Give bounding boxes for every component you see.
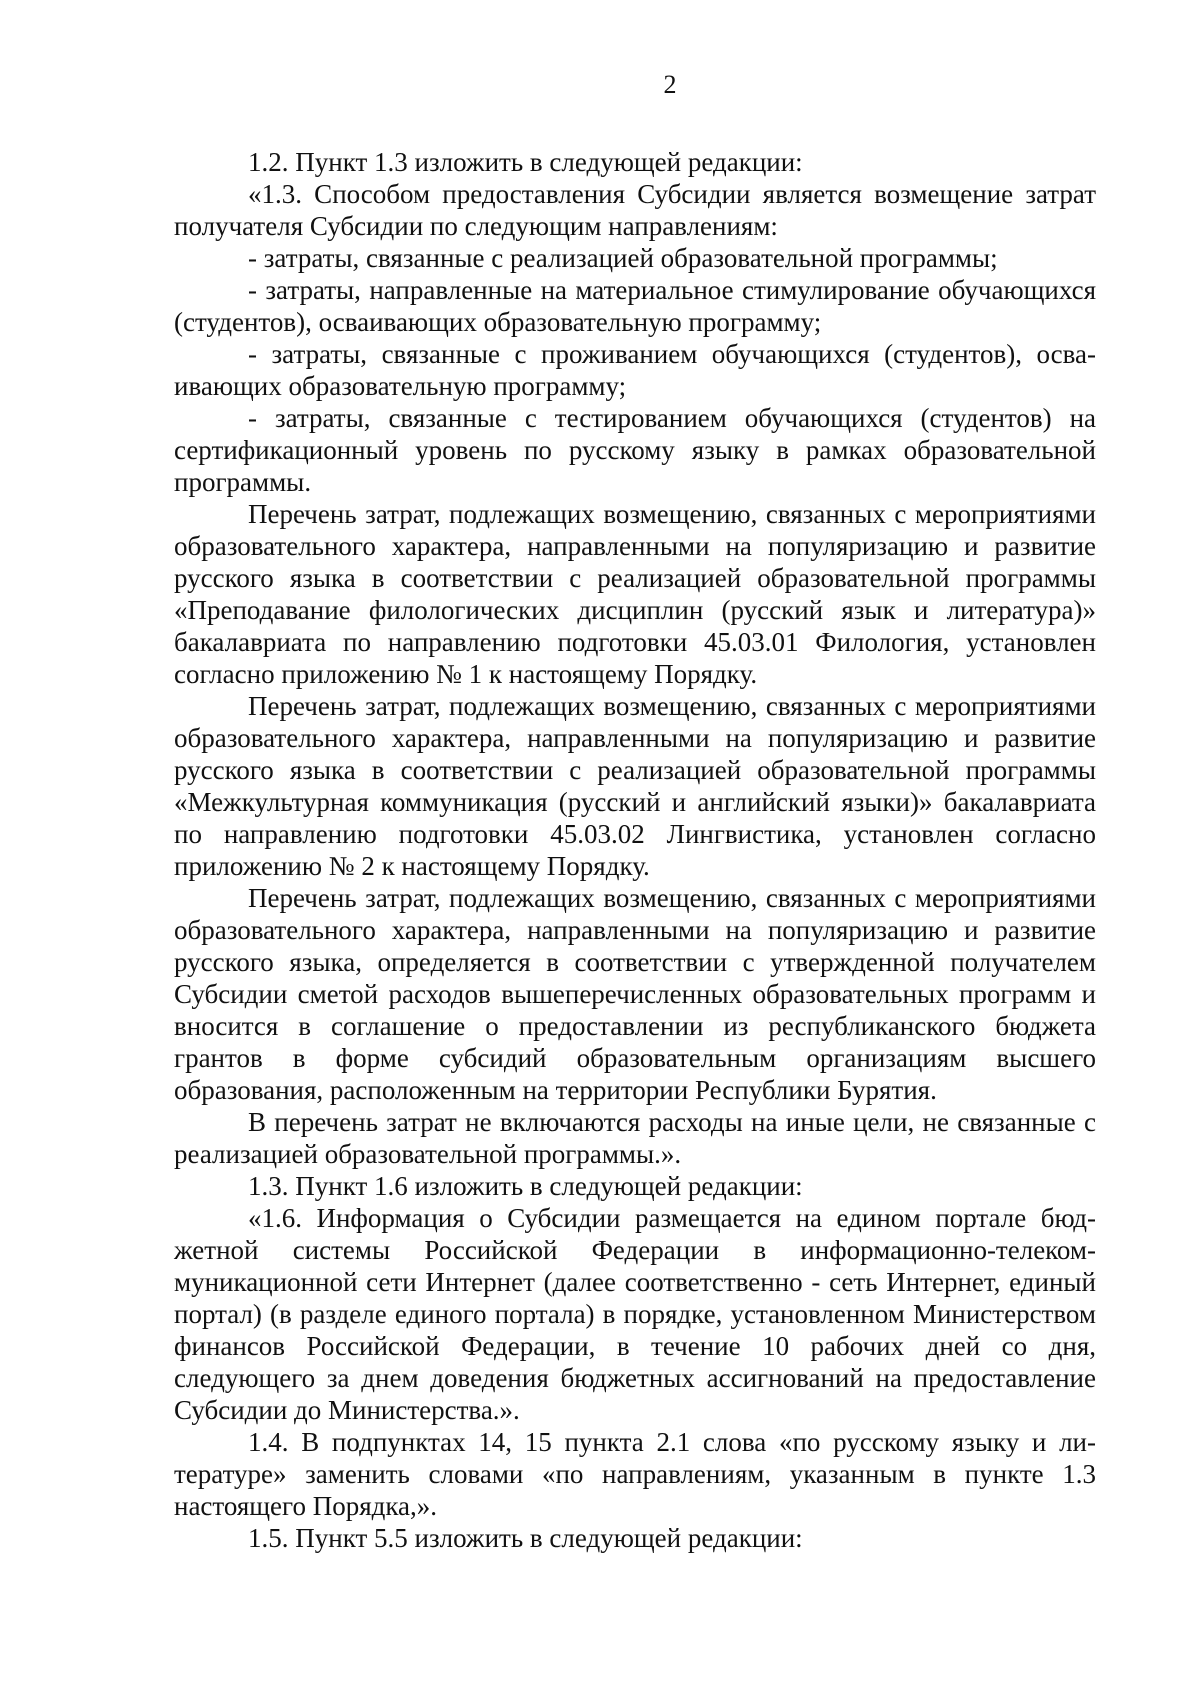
list-item-student-housing-costs: - затраты, связанные с проживанием обучающихся (студентов), осваивающих образовательную программу; — [174, 339, 1096, 401]
paragraph-1-6-text: «1.6. Информация о Субсидии размещается на едином портале бюджетной системы Российской Федерации в информационно-телекоммуникационной сети Интернет (далее соответственно - сеть Интернет, единый портал) (в разделе единого портала) в порядке, установленном Министерством финансов Российской Федерации, в течение 10 рабочих дней со дня, следующего за днем доведения бюджетных ассигнований на предоставление Субсидии до Министерства.». — [174, 1203, 1096, 1425]
paragraph-1-3-heading: 1.3. Пункт 1.6 изложить в следующей редакции: — [248, 1171, 803, 1201]
paragraph-cost-list-linguistics: Перечень затрат, подлежащих возмещению, связанных с мероприятиями образовательного характера, направленными на популяризацию и развитие русского языка в соответствии с реализацией образовательной программы «Межкультурная коммуникация (русский и английский языки)» бакалавриата по направлению подготовки 45.03.02 Лингвистика, установлен согласно приложению № 2 к настоящему Порядку. — [174, 691, 1096, 881]
paragraph-1-4-text: 1.4. В подпунктах 14, 15 пункта 2.1 слова «по русскому языку и литературе» заменить словами «по направлениям, указанным в пункте 1.3 настоящего Порядка,». — [174, 1427, 1096, 1521]
list-item-testing-costs: - затраты, связанные с тестированием обучающихся (студентов) на сертификационный уровень по русскому языку в рамках образовательной программы. — [174, 403, 1096, 497]
document-body — [174, 146, 1096, 1554]
paragraph-cost-list-estimate: Перечень затрат, подлежащих возмещению, связанных с мероприятиями образовательного характера, направленными на популяризацию и развитие русского языка, определяется в соответствии с утвержденной получателем Субсидии сметой расходов вышеперечисленных образовательных программ и вносится в соглашение о предоставлении из республиканского бюджета грантов в форме субсидий образовательным организациям высшего образования, расположенным на территории Республики Бурятия. — [174, 883, 1096, 1105]
list-item-student-incentive-costs: - затраты, направленные на материальное стимулирование обучающихся (студентов), осваивающих образовательную программу; — [174, 275, 1096, 337]
paragraph-1-2-heading: 1.2. Пункт 1.3 изложить в следующей редакции: — [248, 147, 803, 177]
paragraph-1-3-text: «1.3. Способом предоставления Субсидии является возмещение затрат получателя Субсидии по следующим направлениям: — [174, 179, 1096, 241]
paragraph-cost-list-philology: Перечень затрат, подлежащих возмещению, связанных с мероприятиями образовательного характера, направленными на популяризацию и развитие русского языка в соответствии с реализацией образовательной программы «Преподавание филологических дисциплин (русский язык и литература)» бакалавриата по направлению подготовки 45.03.01 Филология, установлен согласно приложению № 1 к настоящему Порядку. — [174, 499, 1096, 689]
paragraph-excluded-costs: В перечень затрат не включаются расходы на иные цели, не связанные с реализацией образовательной программы.». — [174, 1107, 1096, 1169]
list-item-education-program-costs: - затраты, связанные с реализацией образовательной программы; — [248, 243, 998, 273]
page-number: 2 — [663, 70, 677, 99]
paragraph-1-5-heading: 1.5. Пункт 5.5 изложить в следующей редакции: — [248, 1523, 803, 1553]
